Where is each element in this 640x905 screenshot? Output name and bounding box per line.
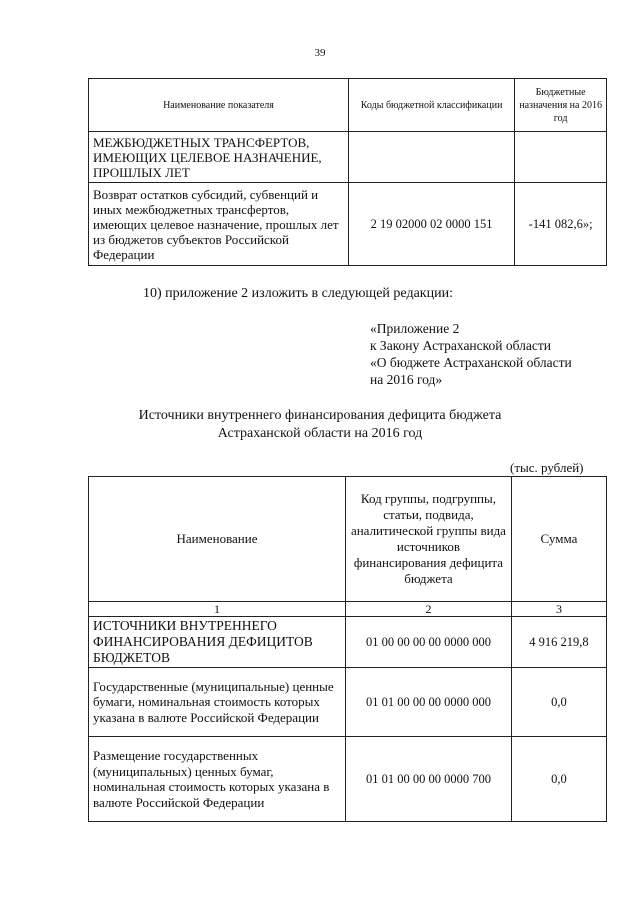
section-title xyxy=(0,407,640,443)
row-sum: 4 916 219,8 xyxy=(511,617,606,668)
row-name: ИСТОЧНИКИ ВНУТРЕННЕГО ФИНАНСИРОВАНИЯ ДЕФИЦИТОВ БЮДЖЕТОВ xyxy=(89,617,346,668)
row-name: МЕЖБЮДЖЕТНЫХ ТРАНСФЕРТОВ, ИМЕЮЩИХ ЦЕЛЕВОЕ НАЗНАЧЕНИЕ, ПРОШЛЫХ ЛЕТ xyxy=(89,132,349,183)
table-row xyxy=(89,132,607,183)
page-number: 39 xyxy=(314,47,326,59)
table-row xyxy=(89,737,607,822)
table-header-row xyxy=(89,79,607,132)
row-code xyxy=(348,132,514,183)
annex-line: на 2016 год» xyxy=(370,372,443,387)
row-name: Государственные (муниципальные) ценные бумаги, номинальная стоимость которых указана в валюте Российской Федерации xyxy=(89,668,346,737)
table-row xyxy=(89,668,607,737)
header-classification-codes: Коды бюджетной классификации xyxy=(348,79,514,132)
table-row xyxy=(89,183,607,266)
budget-table-continued xyxy=(88,78,607,266)
row-sum: 0,0 xyxy=(511,737,606,822)
financing-sources-table xyxy=(88,476,607,822)
units-label: (тыс. рублей) xyxy=(510,460,584,475)
amendment-paragraph: 10) приложение 2 изложить в следующей редакции: xyxy=(143,286,453,301)
annex-reference xyxy=(370,320,572,388)
header-budget-2016: Бюджетные назначения на 2016 год xyxy=(515,79,607,132)
column-number: 3 xyxy=(511,602,606,617)
row-name: Возврат остатков субсидий, субвенций и иных межбюджетных трансфертов, имеющих целевое назначение, прошлых лет из бюджетов субъектов Российской Федерации xyxy=(89,183,349,266)
column-number-row xyxy=(89,602,607,617)
header-name: Наименование xyxy=(89,477,346,602)
header-code: Код группы, подгруппы, статьи, подвида, аналитической группы вида источников финансирования дефицита бюджета xyxy=(346,477,512,602)
row-code: 01 01 00 00 00 0000 000 xyxy=(346,668,512,737)
header-sum: Сумма xyxy=(511,477,606,602)
column-number: 2 xyxy=(346,602,512,617)
table-row xyxy=(89,617,607,668)
section-title-line: Астраханской области на 2016 год xyxy=(217,426,423,441)
row-code: 01 00 00 00 00 0000 000 xyxy=(346,617,512,668)
table-header-row xyxy=(89,477,607,602)
row-code: 01 01 00 00 00 0000 700 xyxy=(346,737,512,822)
row-name: Размещение государственных (муниципальных) ценных бумаг, номинальная стоимость которых указана в валюте Российской Федерации xyxy=(89,737,346,822)
annex-line: «Приложение 2 xyxy=(370,321,460,336)
column-number: 1 xyxy=(89,602,346,617)
annex-line: к Закону Астраханской области xyxy=(370,338,552,353)
header-indicator-name: Наименование показателя xyxy=(89,79,349,132)
row-sum: -141 082,6»; xyxy=(515,183,607,266)
section-title-line: Источники внутреннего финансирования дефицита бюджета xyxy=(138,408,502,423)
annex-line: «О бюджете Астраханской области xyxy=(370,355,572,370)
row-sum: 0,0 xyxy=(511,668,606,737)
row-sum xyxy=(515,132,607,183)
row-code: 2 19 02000 02 0000 151 xyxy=(348,183,514,266)
